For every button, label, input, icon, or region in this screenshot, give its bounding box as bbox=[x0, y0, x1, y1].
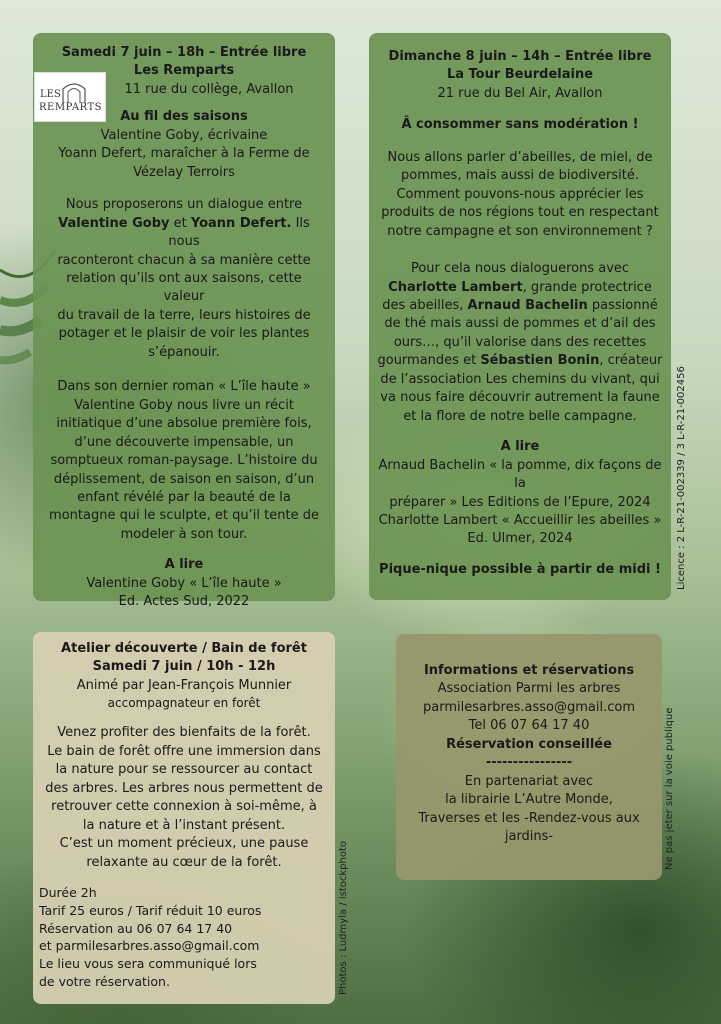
desc-line: modeler à son tour. bbox=[120, 526, 248, 542]
reading-item: Arnaud Bachelin « la pomme, dix façons de la bbox=[378, 457, 662, 492]
association-name: Association Parmi les arbres bbox=[437, 681, 621, 697]
desc-line: de thé mais aussi de pommes et d’ail des bbox=[384, 316, 656, 332]
workshop-host: Animé par Jean-François Munnier bbox=[76, 677, 292, 693]
desc-line: raconteront chacun à sa manière cette bbox=[57, 252, 311, 268]
reading-item: Charlotte Lambert « Accueillir les abeilles » bbox=[378, 512, 662, 528]
venue-address: 11 rue du collège, Avallon bbox=[124, 81, 294, 97]
desc-line: potager et le plaisir de voir les plantes bbox=[58, 326, 310, 342]
desc-line: Venez profiter des bienfaits de la forêt. bbox=[57, 725, 311, 741]
workshop-title: Atelier découverte / Bain de forêt bbox=[61, 641, 307, 656]
reservation-advised: Réservation conseillée bbox=[446, 736, 612, 752]
desc-line: Comment pouvons-nous apprécier les bbox=[396, 186, 644, 202]
desc-line: et la flore de notre belle campagne. bbox=[403, 408, 637, 424]
desc-line: somptueux roman-paysage. L’histoire du bbox=[50, 453, 318, 469]
email-link[interactable]: et parmilesarbres.asso@gmail.com bbox=[39, 938, 260, 954]
novel-description bbox=[45, 378, 323, 544]
desc-line: ours…, qu’il valorise dans des recettes bbox=[393, 334, 647, 350]
venue-name: Les Remparts bbox=[133, 63, 235, 79]
event-date-line: Samedi 7 juin – 18h – Entrée libre bbox=[61, 45, 307, 60]
licence-text: Licence : 2 L-R-21-002339 / 3 L-R-21-002456 bbox=[676, 366, 687, 590]
info-line: Tarif 25 euros / Tarif réduit 10 euros bbox=[39, 902, 262, 918]
desc-line: Nous allons parler d’abeilles, de miel, de bbox=[387, 149, 653, 165]
workshop-date: Samedi 7 juin / 10h - 12h bbox=[92, 659, 276, 675]
event-description bbox=[45, 196, 323, 362]
venue-address: 21 rue du Bel Air, Avallon bbox=[437, 85, 603, 101]
event-card-tour-beurdelaine bbox=[369, 33, 671, 600]
desc-line: de l’association Les chemins du vivant, qui bbox=[380, 371, 660, 387]
reading-item: préparer » Les Editions de l’Epure, 2024 bbox=[389, 494, 651, 510]
desc-line: enfant révélé par la beauté de la bbox=[77, 489, 291, 505]
event-title: Â consommer sans modération ! bbox=[401, 117, 639, 133]
desc-line: va nous faire découvrir autrement la faune bbox=[380, 390, 660, 406]
workshop-description bbox=[39, 724, 329, 872]
speakers-description bbox=[375, 260, 665, 426]
desc-line: déplissement, de saison en saison, d’un bbox=[53, 471, 315, 487]
desc-line: Valentine Goby nous livre un récit bbox=[74, 397, 294, 413]
partner-line: En partenariat avec bbox=[464, 773, 594, 789]
desc-line: Pour cela nous dialoguerons avec bbox=[410, 261, 630, 277]
photo-credit: Photos : Ludmyla / istockphoto bbox=[338, 841, 349, 995]
info-title: Informations et réservations bbox=[423, 663, 635, 678]
partner-line: la librairie L’Autre Monde, bbox=[445, 792, 613, 808]
desc-line: Nous proposerons un dialogue entre bbox=[65, 197, 303, 213]
forest-bath-card bbox=[33, 632, 335, 1004]
event-description bbox=[375, 149, 665, 241]
partner-line: Traverses et les -Rendez-vous aux bbox=[418, 810, 640, 826]
contact-phone[interactable]: Tel 06 07 64 17 40 bbox=[468, 718, 590, 734]
speaker-line: Valentine Goby, écrivaine bbox=[100, 127, 268, 143]
info-reservation-card bbox=[396, 634, 662, 880]
reading-item: Ed. Ulmer, 2024 bbox=[467, 531, 573, 547]
info-line: de votre réservation. bbox=[39, 973, 170, 989]
arch-icon bbox=[61, 81, 87, 103]
desc-line: C’est un moment précieux, une pause bbox=[59, 836, 309, 852]
desc-line: produits de nos régions tout en respectant bbox=[381, 205, 659, 221]
partner-line: jardins- bbox=[504, 829, 554, 845]
info-line: Durée 2h bbox=[39, 885, 97, 901]
info-line: Réservation au 06 07 64 17 40 bbox=[39, 920, 233, 936]
desc-line: notre campagne et son environnement ? bbox=[387, 223, 653, 239]
desc-line: montagne qui le sculpte, et qu’il tente de bbox=[49, 508, 319, 524]
desc-line: des arbres. Les arbres nous permettent de bbox=[45, 780, 323, 796]
desc-line: s’épanouir. bbox=[148, 344, 220, 360]
reading-title: A lire bbox=[500, 439, 540, 455]
reading-item: Valentine Goby « L’île haute » bbox=[86, 575, 282, 591]
speaker-line: Vézelay Terroirs bbox=[133, 164, 235, 180]
desc-line: du travail de la terre, leurs histoires de bbox=[57, 307, 311, 323]
desc-line: la nature et à l’instant présent. bbox=[82, 817, 286, 833]
desc-line: des abeilles, Arnaud Bachelin passionné bbox=[382, 297, 658, 313]
desc-line: pommes, mais aussi de biodiversité. bbox=[401, 168, 639, 184]
desc-line: relaxante au cœur de la forêt. bbox=[86, 854, 282, 870]
les-remparts-logo bbox=[34, 72, 106, 122]
picnic-note: Pique-nique possible à partir de midi ! bbox=[379, 561, 661, 577]
contact-email[interactable]: parmilesarbres.asso@gmail.com bbox=[423, 699, 635, 715]
workshop-host-role: accompagnateur en forêt bbox=[107, 696, 261, 711]
desc-line: la nature pour se ressourcer au contact bbox=[55, 762, 313, 778]
desc-line: Charlotte Lambert, grande protectrice bbox=[388, 279, 652, 295]
speaker-line: Yoann Defert, maraîcher à la Ferme de bbox=[58, 146, 310, 162]
desc-line: retrouver cette connexion à soi-même, à bbox=[51, 799, 317, 815]
disposal-notice: Ne pas jeter sur la voie publique bbox=[664, 707, 675, 870]
workshop-info bbox=[39, 884, 329, 991]
desc-line: Le bain de forêt offre une immersion dans bbox=[47, 743, 321, 759]
logo-text: REMPARTS bbox=[39, 102, 102, 113]
desc-line: Dans son dernier roman « L’île haute » bbox=[57, 379, 311, 395]
desc-line: d’une découverte impensable, un bbox=[74, 434, 294, 450]
desc-line: Valentine Goby et Yoann Defert. Ils nous bbox=[58, 215, 310, 250]
info-line: Le lieu vous sera communiqué lors bbox=[39, 956, 257, 972]
event-date-line: Dimanche 8 juin – 14h – Entrée libre bbox=[388, 49, 652, 64]
desc-line: gourmandes et Sébastien Bonin, créateur bbox=[377, 353, 663, 369]
logo-text: LES bbox=[40, 89, 61, 100]
divider-dashes: ---------------- bbox=[485, 755, 573, 771]
desc-line: initiatique d’une absolue première fois, bbox=[56, 416, 312, 432]
reading-title: A lire bbox=[164, 557, 204, 573]
reading-item: Ed. Actes Sud, 2022 bbox=[118, 594, 250, 610]
event-title: Au fil des saisons bbox=[120, 109, 248, 125]
venue-name: La Tour Beurdelaine bbox=[446, 67, 594, 83]
desc-line: relation qu’ils ont aux saisons, cette valeur bbox=[66, 270, 302, 305]
